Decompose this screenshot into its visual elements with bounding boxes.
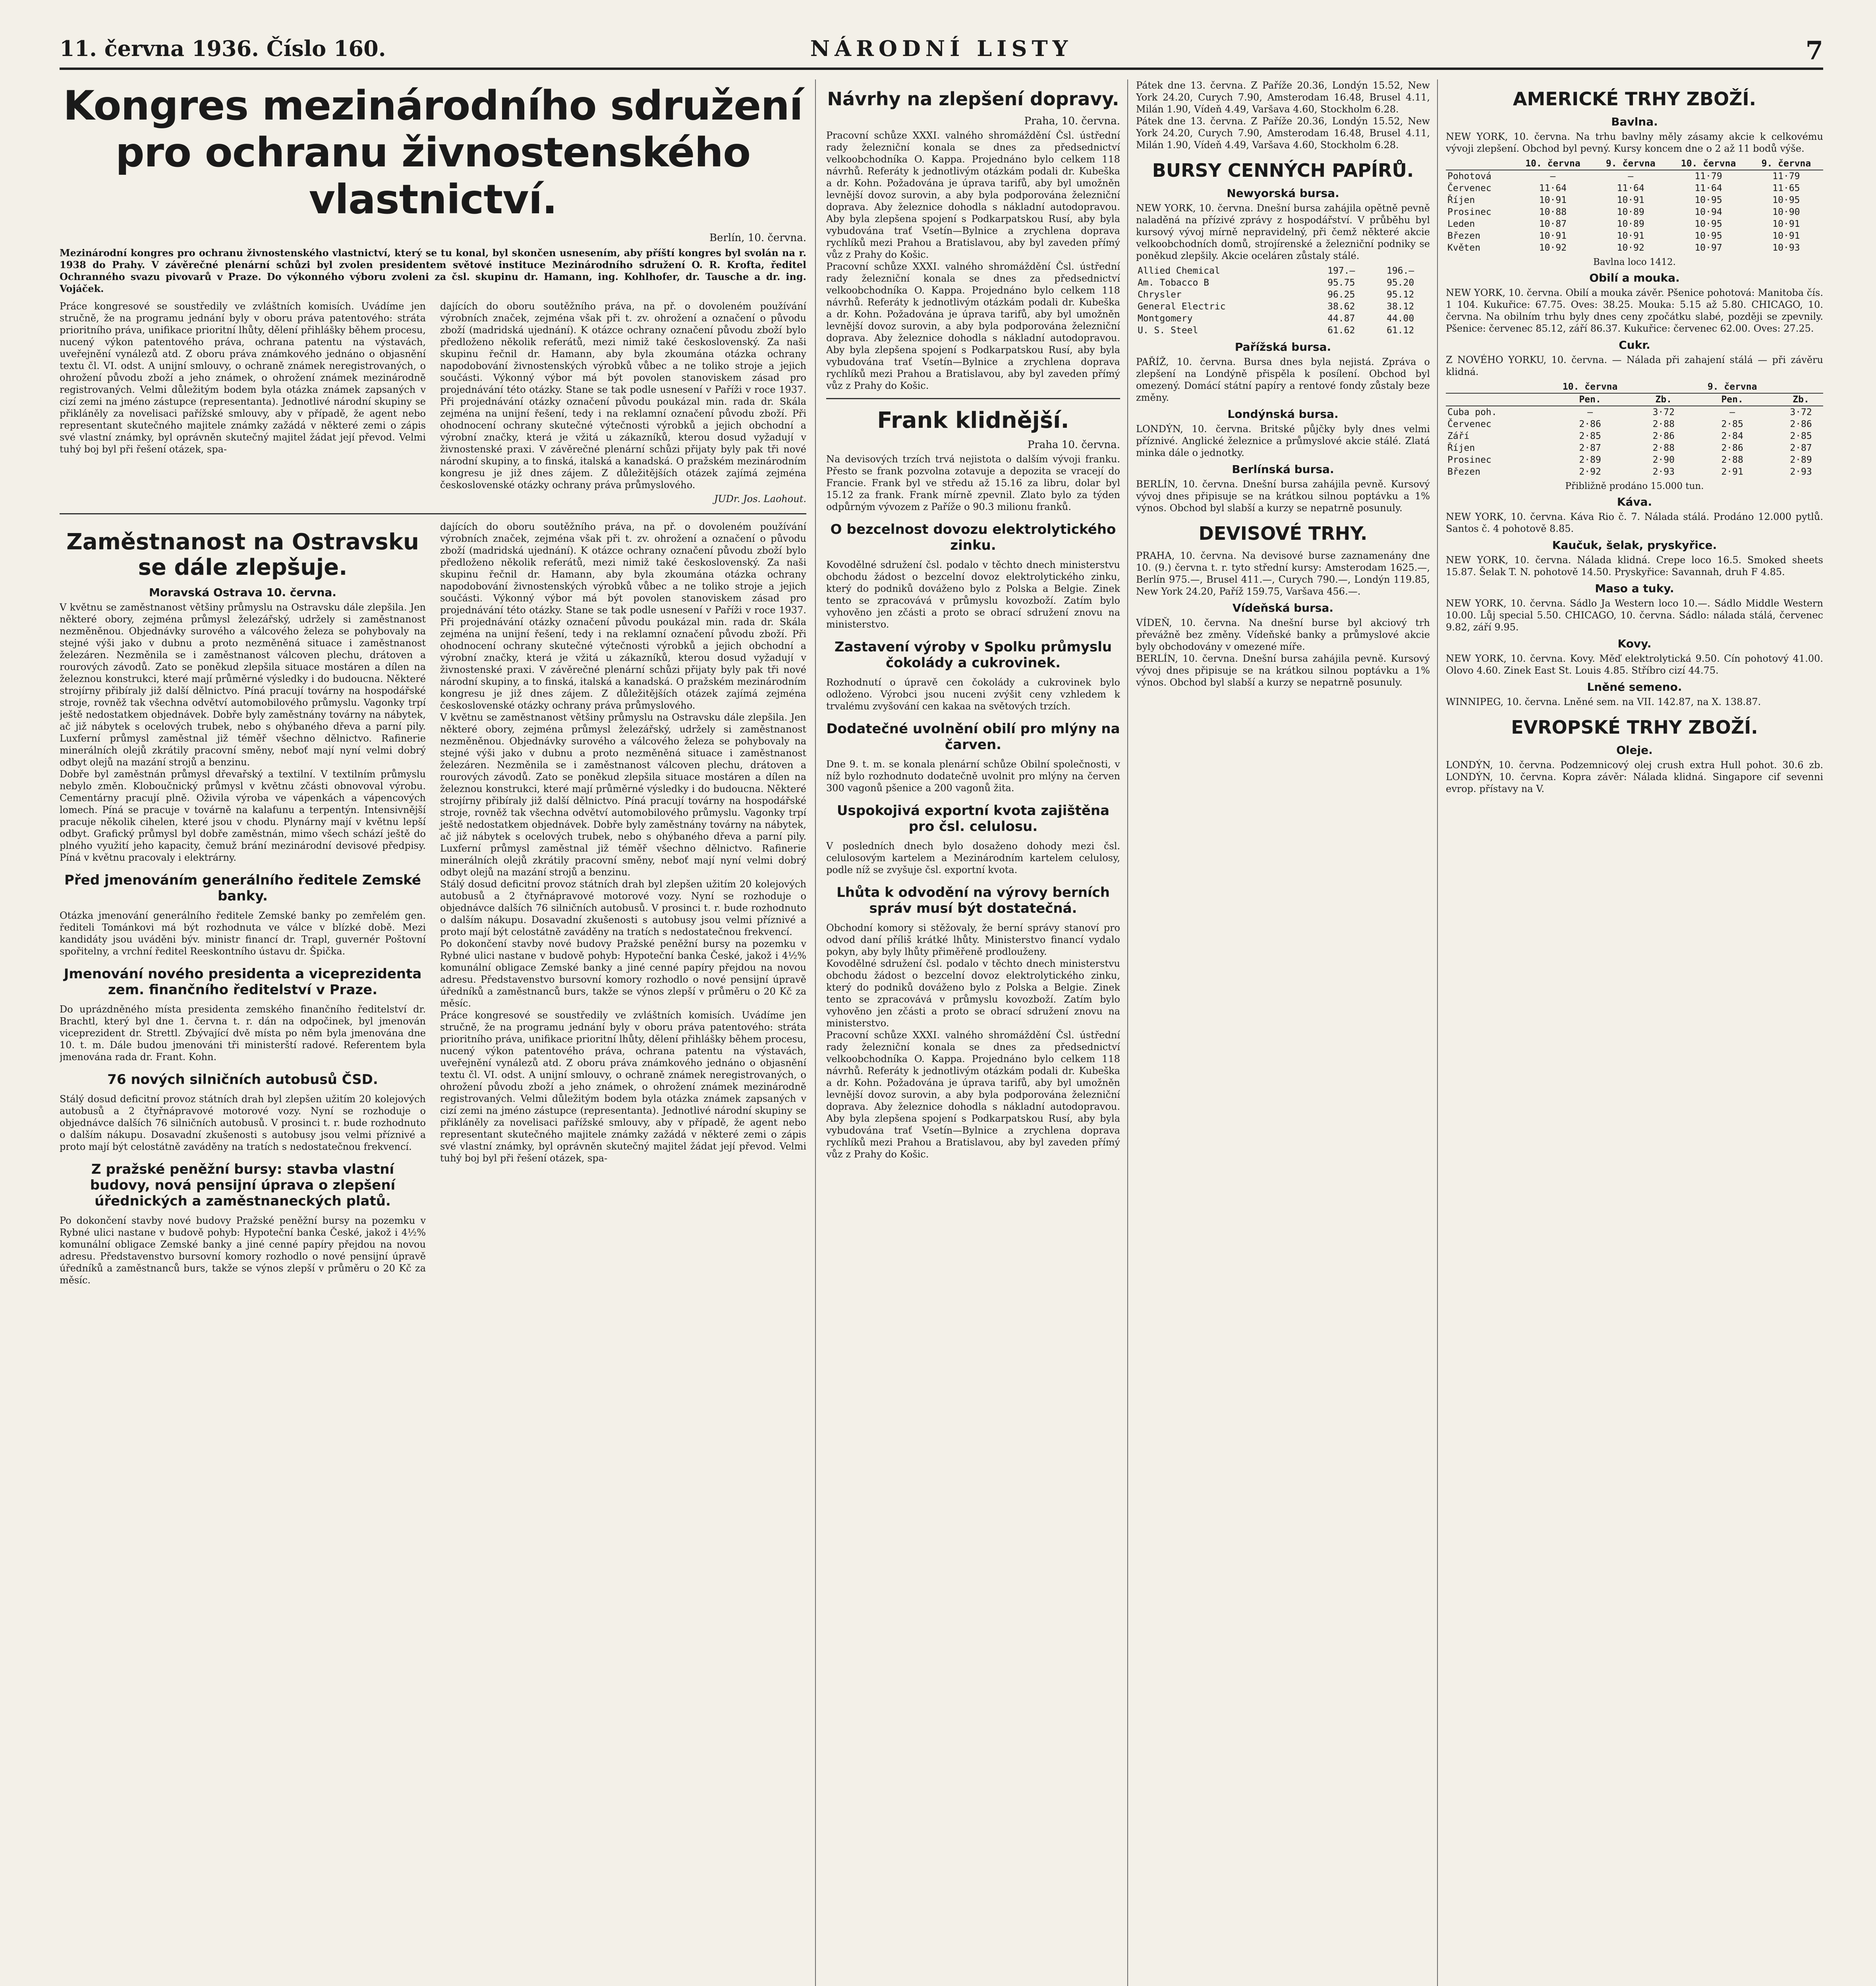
stock-row [1136, 277, 1430, 289]
article-text: Rozhodnutí o úpravě cen čokolády a cukrovinek bylo odloženo. Výrobci jsou nuceni zvýšit ceny vzhledem k trvalému zvyšování cen kakaa na světových trzích. [826, 677, 1120, 712]
table-cell: 38.12 [1386, 301, 1414, 312]
article-text: NEW YORK, 10. června. Na trhu bavlny měly zásamy akcie k celkovému vývoji zlepšení. Obchod byl pevný. Kursy koncem dne o 2 až 11 bodů výše. [1446, 131, 1823, 154]
table-header-cell: Zb. [1779, 393, 1823, 406]
table-header-cell: 10. června [1667, 158, 1749, 170]
table-cell: U. S. Steel [1138, 325, 1198, 336]
stock-table [1136, 265, 1430, 336]
table-cell: 10·93 [1772, 243, 1800, 253]
article-text: WINNIPEG, 10. června. Lněné sem. na VII. 142.87, na X. 138.87. [1446, 696, 1761, 707]
lead-headline: Kongres mezinárodního sdružení pro ochranu živnostenského vlastnictví. [63, 82, 803, 223]
column-rule [815, 79, 816, 1986]
table-cell: 44.87 [1327, 313, 1355, 324]
sugar-row [1446, 466, 1823, 478]
table-cell: 95.20 [1386, 278, 1414, 288]
table-cell: 10·90 [1772, 207, 1800, 217]
table-cell: 2·86 [1790, 419, 1812, 429]
column-rule [1127, 79, 1128, 1986]
table-header-cell: 9. června [1749, 158, 1823, 170]
sugar-row [1446, 418, 1823, 430]
article-text: Pracovní schůze XXXI. valného shromáždění Čsl. ústřední rady železniční konala se dnes za předsednictví velkoobchodníka O. Kappa. Projednáno bylo celkem 118 návrhů. Referáty k jednotlivým otázkám podali dr. Kubeška a dr. Kohn. Požadována je úprava tarifů, aby byl umožněn levnější dovoz surovin, a aby byla podporována železniční doprava. Aby železnice dohodla s nákladní autodopravou. Aby byla zlepšena spojení s Podkarpatskou Rusí, aby byla vybudována trať Vsetín—Bylnice a zrychlena doprava rychlíků mezi Prahou a Bratislavou, aby byl zaveden přímý vůz z Prahy do Košic. [826, 1030, 1120, 1160]
article-text: NEW YORK, 10. června. Nálada klidná. Crepe loco 16.5. Smoked sheets 15.87. Šelak T. N. pohotově 14.50. Pryskyřice: Savannah, druh F 4.85. [1446, 554, 1823, 578]
page-number: 7 [1805, 36, 1823, 66]
article-text: Dne 9. t. m. se konala plenární schůze Obilní společnosti, v níž bylo rozhodnuto dodatečně uvolnit pro mlýny na červen 300 vagonů pšenice a 200 vagonů žita. [826, 759, 1120, 794]
headline: Z pražské peněžní bursy: stavba vlastní budovy, nová pensijní úprava o zlepšení úřednických a zaměstnaneckých platů. [90, 1161, 396, 1209]
table-cell: 2·87 [1579, 443, 1601, 453]
table-cell: Pohotová [1447, 171, 1492, 182]
article-text: PRAHA, 10. června. Na devisové burse zaznamenány dne 10. (9.) června t. r. tyto střední kursy: Amsterodam 1625.—, Berlín 975.—, Brusel 411.—, Curych 790.—, Londýn 119.85, New York 24.20, Paříž 159.75, Varšava 456.—. [1136, 550, 1430, 597]
article-text: Práce kongresové se soustředily ve zvláštních komisích. Uvádíme jen stručně, že na programu jednání byly v oboru práva patentového: stráta prioritního práva, unifikace prioritní lhůty, dělení přihlášky během procesu, nucený výkon patentového práva, ochrana patentu na výstavách, uveřejnění vynálezů atd. Z oboru práva známkového jednáno o objasnění textu čl. VI. odst. A unijní smlouvy, o ochraně známek neregistrovaných, o ohrožení původu zboží a jeho známek, o ohrožení známek mezinárodně registrovaných. Velmi důležitým bodem byla otázka známek zapsaných v cizí zemi na jméno zástupce (representanta). Jednotlivé národní skupiny se přikláněly za novelisaci pařížské smlouvy, aby v případě, že agent nebo representant skutečného majitele známky zažádá v některé zemi o zápis své vlastní známky, byl oprávněn skutečný majitel žádat její převod. Velmi tuhý boj byl při řešení otázek, spa- [440, 1010, 806, 1164]
stock-row [1136, 265, 1430, 277]
table-cell: Červenec [1447, 183, 1492, 193]
table-cell: 2·88 [1652, 419, 1675, 429]
article-text: NEW YORK, 10. června. Sádlo Ja Western loco 10.—. Sádlo Middle Western 10.00. Lůj special 5.50. CHICAGO, 10. června. Sádlo: nálada stálá, červenec 9.82, září 9.95. [1446, 598, 1823, 633]
column-1 [60, 79, 806, 1986]
table-cell: 10·95 [1694, 231, 1722, 241]
masthead-title: NÁRODNÍ LISTY [810, 36, 1073, 61]
subheadline: Obilí a mouka. [1589, 271, 1680, 284]
cotton-table [1446, 158, 1823, 254]
table-cell: 2·86 [1579, 419, 1601, 429]
table-cell: 10·95 [1694, 219, 1722, 229]
author-signature: JUDr. Jos. Laohout. [714, 493, 806, 504]
table-cell: — [1628, 171, 1634, 182]
table-cell: 95.75 [1327, 278, 1355, 288]
table-cell: 2·89 [1579, 455, 1601, 465]
stock-row [1136, 301, 1430, 313]
table-cell: Říjen [1447, 443, 1475, 453]
table-note: Bavlna loco 1412. [1593, 257, 1676, 267]
headline: 76 nových silničních autobusů ČSD. [107, 1072, 378, 1088]
table-cell: Prosinec [1447, 207, 1492, 217]
table-cell: Leden [1447, 219, 1475, 229]
table-cell: Cuba poh. [1447, 407, 1497, 417]
table-cell: Březen [1447, 231, 1481, 241]
table-cell: — [1587, 407, 1593, 417]
article-text: Obchodní komory si stěžovaly, že berní správy stanoví pro odvod daní příliš krátké lhůty. Ministerstvo financí vydalo pokyn, aby byly lhůty přiměřeně prodlouženy. [826, 922, 1120, 957]
table-cell: 2·87 [1790, 443, 1812, 453]
subheadline: Newyorská bursa. [1227, 187, 1339, 200]
article-text: LONDÝN, 10. června. Podzemnicový olej crush extra Hull pohot. 30.6 zb. LONDÝN, 10. června. Kopra závěr: Nálada klidná. Singapore cif sevenni evrop. přístavy na V. [1446, 759, 1823, 794]
article-text: dajících do oboru soutěžního práva, na př. o dovoleném používání výrobních značek, zejména však při t. zv. ohrožení a označení o původu zboží (madridská ujednání). K otázce ochrany označení původu zboží bylo předloženo několik referátů, mezi nimiž také československý. Za naši skupinu řečnil dr. Hamann, aby byla zkoumána otázka ochrany napodobování živnostenských výrobků vůbec a ne toliko stroje a jejich součásti. Výkonný výbor má být povolen stanoviskem zásad pro projednávání této otázky. Stane se tak podle usnesení v Paříži v roce 1937. Při projednávání otázky označení původu poukázal min. rada dr. Skála zejména na unijní řešení, tedy i na reklamní označení původu zboží. Při ohodnocení ochrany skutečné výtečnosti výrobků a jejich obchodní a výrobní značky, která je vžitá u zákazníků, kterou dosud vyžadují v živnostenské praxi. V závěrečné plenární schůzi přijaty byly pak tři nové národní skupiny, a to finská, italská a kanadská. O pražském mezinárodním kongresu je již dnes zájem. Z důležitějších otázek zajímá zejména československé otázky ochrany práva průmyslového. [440, 521, 806, 711]
subheadline: Kovy. [1617, 637, 1652, 650]
cotton-row [1446, 230, 1823, 242]
table-cell: 10·88 [1539, 207, 1567, 217]
column-2 [826, 79, 1120, 1986]
table-cell: 11·65 [1772, 183, 1800, 193]
table-cell: Březen [1447, 467, 1481, 477]
article-text: LONDÝN, 10. června. Britské půjčky byly dnes velmi příznivé. Anglické železnice a průmyslové akcie stálé. Zlatá minka dále o jednotky. [1136, 423, 1430, 458]
table-cell: 10·89 [1617, 219, 1644, 229]
lower-columns [60, 521, 806, 1286]
table-cell: Prosinec [1447, 455, 1492, 465]
table-cell: 2·93 [1790, 467, 1812, 477]
table-header-cell: Pen. [1686, 393, 1779, 406]
table-cell: 2·85 [1721, 419, 1743, 429]
headline: O bezcelnost dovozu elektrolytického zinku. [830, 522, 1116, 553]
table-cell: 2·88 [1721, 455, 1743, 465]
table-cell: 197.— [1327, 266, 1355, 276]
subheadline: Oleje. [1616, 744, 1653, 757]
stock-row [1136, 313, 1430, 325]
table-cell: 10·92 [1539, 243, 1567, 253]
cotton-row [1446, 206, 1823, 218]
subheadline: Londýnská bursa. [1227, 408, 1339, 421]
headline: Zastavení výroby v Spolku průmyslu čokolády a cukrovinek. [834, 639, 1112, 671]
table-cell: 11·64 [1539, 183, 1567, 193]
cotton-row [1446, 182, 1823, 194]
article-text: NEW YORK, 10. června. Dnešní bursa zahájila opětně pevně naladěná na přízivé zprávy z hospodářství. V průběhu byl kursový vývoj mírně nepravidelný, při čemž některé akcie velkoobchodních domů, strojírenské a železniční podniky se poněkud zlepšily. Akcie oceláren zůstaly stálé. [1136, 203, 1430, 261]
subheadline: Berlínská bursa. [1232, 463, 1334, 476]
table-cell: 11·79 [1694, 171, 1722, 182]
table-cell: 38.62 [1327, 301, 1355, 312]
table-header-cell [1641, 381, 1686, 393]
table-cell: 61.62 [1327, 325, 1355, 336]
table-cell: 2·90 [1652, 455, 1675, 465]
table-cell: Říjen [1447, 195, 1475, 205]
article-text: Stálý dosud deficitní provoz státních drah byl zlepšen užitím 20 kolejových autobusů a 2 čtyřnápravové motorové vozy. Nyní se rozhoduje o objednávce dalších 76 silničních autobusů. V prosinci t. r. bude rozhodnuto o dalším nákupu. Dosavadní zkušenosti s autobusy jsou velmi příznivé a proto mají být celostátně zaváděny na tratích s nedostatečnou frekvencí. [60, 1093, 426, 1152]
headline: Dodatečné uvolnění obilí pro mlýny na čarven. [826, 721, 1120, 753]
section-headline: BURSY CENNÝCH PAPÍRŮ. [1152, 160, 1414, 181]
headline: Před jmenováním generálního ředitele Zemské banky. [64, 872, 421, 904]
article-text: Pátek dne 13. června. Z Paříže 20.36, Londýn 15.52, New York 24.20, Curych 7.90, Amsterodam 16.48, Brusel 4.11, Milán 1.90, Vídeň 4.49, Varšava 4.60, Stockholm 6.28. [1136, 116, 1430, 151]
article-text: NEW YORK, 10. června. Káva Rio č. 7. Nálada stálá. Prodáno 12.000 pytlů. Santos č. 4 pohotově 8.85. [1446, 511, 1823, 534]
table-cell: 61.12 [1386, 325, 1414, 336]
table-cell: 10·95 [1694, 195, 1722, 205]
table-cell: 2·86 [1652, 431, 1675, 441]
subheadline: Bavlna. [1611, 115, 1658, 128]
article-text: Práce kongresové se soustředily ve zvláštních komisích. Uvádíme jen stručně, že na programu jednání byly v oboru práva patentového: stráta prioritního práva, unifikace prioritní lhůty, dělení přihlášky během procesu, nucený výkon patentového práva, ochrana patentu na výstavách, uveřejnění vynálezů atd. Z oboru práva známkového jednáno o objasnění textu čl. VI. odst. A unijní smlouvy, o ochraně známek neregistrovaných, o ohrožení původu zboží a jeho známek, o ohrožení známek mezinárodně registrovaných. Velmi důležitým bodem byla otázka známek zapsaných v cizí zemi na jméno zástupce (representanta). Jednotlivé národní skupiny se přikláněly za novelisaci pařížské smlouvy, aby v případě, že agent nebo representant skutečného majitele známky zažádá v některé zemi o zápis své vlastní známky, byl oprávněn skutečný majitel žádat její převod. Velmi tuhý boj byl při řešení otázek, spa- [60, 301, 426, 455]
masthead-date: 11. června 1936. Číslo 160. [60, 36, 386, 61]
article-text: Z NOVÉHO YORKU, 10. června. — Nálada při zahajení stálá — při závěru klidná. [1446, 354, 1823, 377]
sugar-row [1446, 430, 1823, 442]
table-cell: General Electric [1138, 301, 1226, 312]
table-cell: Allied Chemical [1138, 266, 1220, 276]
table-cell: 10·91 [1617, 231, 1644, 241]
headline: Návrhy na zlepšení dopravy. [827, 88, 1119, 110]
article-text: Do uprázdněného místa presidenta zemského finančního ředitelství dr. Brachtl, který byl dne 1. června t. r. dán na odpočinek, byl jmenován viceprezident dr. Strettl. Zbývající dvě místa po něm byla jmenována dne 10. t. m. Dále budou jmenováni tři ministerští radové. Referentem byla jmenována rada dr. Frant. Kohn. [60, 1004, 426, 1063]
divider [826, 398, 1120, 399]
article-text: Pracovní schůze XXXI. valného shromáždění Čsl. ústřední rady železniční konala se dnes za předsednictví velkoobchodníka O. Kappa. Projednáno bylo celkem 118 návrhů. Referáty k jednotlivým otázkám podali dr. Kubeška a dr. Kohn. Požadována je úprava tarifů, aby byl umožněn levnější dovoz surovin, a aby byla podporována železniční doprava. Aby železnice dohodla s nákladní autodopravou. Aby byla zlepšena spojení s Podkarpatskou Rusí, aby byla vybudována trať Vsetín—Bylnice a zrychlena doprava rychlíků mezi Prahou a Bratislavou, aby byl zaveden přímý vůz z Prahy do Košic. [826, 261, 1120, 391]
cotton-row [1446, 170, 1823, 182]
subheadline: Káva. [1617, 495, 1652, 508]
dateline: Praha 10. června. [1027, 439, 1120, 451]
table-cell: 2·92 [1579, 467, 1601, 477]
article-text: Kovodělné sdružení čsl. podalo v těchto dnech ministerstvu obchodu žádost o bezcelní dovoz elektrolytického zinku, který do podniků dováženo bylo z Polska a Belgie. Zinek tento se zpracovává v průmyslu kovozboží. Zatím bylo vyhověno jen zčásti a proto se obrací sdružení znovu na ministerstvo. [826, 958, 1120, 1029]
article-text: Kovodělné sdružení čsl. podalo v těchto dnech ministerstvu obchodu žádost o bezcelní dovoz elektrolytického zinku, který do podniků dováženo bylo z Polska a Belgie. Zinek tento se zpracovává v průmyslu kovozboží. Zatím bylo vyhověno jen zčásti a proto se obrací sdružení znovu na ministerstvo. [826, 559, 1120, 630]
article-text: V posledních dnech bylo dosaženo dohody mezi čsl. celulosovým kartelem a Mezinárodním kartelem celulosy, podle níž se zvyšuje čsl. exportní kvota. [826, 840, 1120, 875]
table-cell: 2·93 [1652, 467, 1675, 477]
table-cell: 10·92 [1617, 243, 1644, 253]
headline: Frank klidnější. [877, 408, 1069, 433]
table-cell: 10·91 [1617, 195, 1644, 205]
table-cell: 196.— [1386, 266, 1414, 276]
article-text: Po dokončení stavby nové budovy Pražské peněžní bursy na pozemku v Rybné ulici nastane v budově pohyb: Hypoteční banka České, jakož i 4½% komunální obligace Zemské banky a jiné cenné papíry přejdou na novou adresu. Představenstvo bursovní komory rozhodlo o nové pensijní úpravě úředníků a zaměstnanců burs, takže se výnos zlepší v průměru o 20 Kč za měsíc. [440, 938, 806, 1009]
cotton-row [1446, 218, 1823, 230]
table-cell: 44.00 [1386, 313, 1414, 324]
headline: Uspokojivá exportní kvota zajištěna pro čsl. celulosu. [837, 803, 1110, 835]
table-cell: Am. Tobacco B [1138, 278, 1209, 288]
table-cell: 10·91 [1772, 231, 1800, 241]
table-header-cell: 9. června [1686, 381, 1779, 393]
table-cell: 2·85 [1790, 431, 1812, 441]
table-header-cell: 9. června [1594, 158, 1667, 170]
table-cell: 10·95 [1772, 195, 1800, 205]
table-cell: 11·64 [1617, 183, 1644, 193]
article-text: VÍDEŇ, 10. června. Na dnešní burse byl akciový trh převážně bez změny. Vídeňské banky a průmyslové akcie byly obchodovány v omezené míře. [1136, 617, 1430, 652]
headline: Lhůta k odvodění na výrovy berních správ musí být dostatečná. [837, 885, 1110, 916]
subheadline: Lněné semeno. [1587, 680, 1682, 694]
stock-row [1136, 289, 1430, 301]
sugar-table [1446, 381, 1823, 478]
dateline: Praha, 10. června. [1024, 115, 1120, 127]
table-header-cell: 10. června [1539, 381, 1641, 393]
headline: Jmenování nového presidenta a viceprezidenta zem. finančního ředitelství v Praze. [64, 966, 422, 998]
subheadline: Pařížská bursa. [1235, 340, 1331, 354]
table-header-cell: 10. června [1512, 158, 1594, 170]
table-cell: — [1550, 171, 1556, 182]
table-cell: 10·91 [1539, 231, 1567, 241]
table-cell: 95.12 [1386, 290, 1414, 300]
article-text: V květnu se zaměstnanost většiny průmyslu na Ostravsku dále zlepšila. Jen některé obory, zejména průmysl železářský, udržely si zaměstnanost nezměněnou. Objednávky surového a válcového železa se pohybovaly na stejné výši jako v dubnu a proto nezměněná situace i zaměstnanost železáren. Nezměnila se i zaměstnanost válcoven plechu, drátoven a rourových závodů. Zato se poněkud zlepšila situace mostáren a dílen na železnou konstrukci, které mají průměrné výsledky i do budoucna. Některé strojírny přibíraly již další dělnictvo. Píná pracují továrny na hospodářské stroje, rovněž tak všechna odvětví automobilového průmyslu. Vagonky trpí ještě nedostatkem objednávek. Dobře byly zaměstnány továrny na nábytek, ač již nábytek s ocelových trubek, nebo s ohýbaného dřeva a parní pily. Luxferní průmysl zaměstnal již téměř všechno dělnictvo. Rafinerie minerálních olejů zkrátily pracovní směny, neboť mají nyní velmi dobrý odbyt olejů na mazání strojů a benzinu. [440, 712, 806, 878]
table-cell: 10·89 [1617, 207, 1644, 217]
headline: Zaměstnanost na Ostravsku se dále zlepšuje. [66, 529, 419, 580]
subheadline: Kaučuk, šelak, pryskyřice. [1552, 539, 1717, 552]
article-text: Po dokončení stavby nové budovy Pražské peněžní bursy na pozemku v Rybné ulici nastane v budově pohyb: Hypoteční banka České, jakož i 4½% komunální obligace Zemské banky a jiné cenné papíry přejdou na novou adresu. Představenstvo bursovní komory rozhodlo o nové pensijní úpravě úředníků a zaměstnanců burs, takže se výnos zlepší v průměru o 20 Kč za měsíc. [60, 1215, 426, 1286]
table-note: Přibližně prodáno 15.000 tun. [1565, 481, 1704, 491]
table-cell: 10·87 [1539, 219, 1567, 229]
masthead [60, 28, 1823, 70]
table-header-cell: Zb. [1641, 393, 1686, 406]
table-header-cell [1446, 381, 1539, 393]
table-cell: Chrysler [1138, 290, 1182, 300]
column-4 [1446, 79, 1823, 1986]
table-cell: Květen [1447, 243, 1481, 253]
table-cell: 2·89 [1790, 455, 1812, 465]
stock-row [1136, 325, 1430, 336]
article-text: BERLÍN, 10. června. Dnešní bursa zahájila pevně. Kursový vývoj dnes připisuje se na krátkou silnou poptávku a 1% výnos. Obchod byl slabší a kurzy se nepatrně posunuly. [1136, 479, 1430, 514]
article-text: Na devisových trzích trvá nejistota o dalším vývoji franku. Přesto se frank pozvolna zotavuje a depozita se vracejí do Francie. Frank byl ve středu až 15.16 za libru, dolar byl 15.12 za frank. Frank mírně zpevnil. Zlato bylo za týden odpůrným vývozem z Paříže o 90.3 milionu franků. [826, 454, 1120, 512]
article-text: Pátek dne 13. června. Z Paříže 20.36, Londýn 15.52, New York 24.20, Curych 7.90, Amsterodam 16.48, Brusel 4.11, Milán 1.90, Vídeň 4.49, Varšava 4.60, Stockholm 6.28. [1136, 80, 1430, 115]
article-text: NEW YORK, 10. června. Obilí a mouka závěr. Pšenice pohotová: Manitoba čís. 1 104. Kukuřice: 67.75. Oves: 38.25. Mouka: 5.15 až 5.80. CHICAGO, 10. června. Na obilním trhu byly dnes ceny zpočátku slabé, později se zpevnily. Pšenice: červenec 85.12, září 86.37. Kukuřice: červenec 62.00. Oves: 27.25. [1446, 287, 1823, 334]
table-header-cell [1779, 381, 1823, 393]
table-cell: 3·72 [1652, 407, 1675, 417]
table-cell: 11·64 [1694, 183, 1722, 193]
article-text: dajících do oboru soutěžního práva, na př. o dovoleném používání výrobních značek, zejména však při t. zv. ohrožení a označení o původu zboží (madridská ujednání). K otázce ochrany označení původu zboží bylo předloženo několik referátů, mezi nimiž také československý. Za naši skupinu řečnil dr. Hamann, aby byla zkoumána otázka ochrany napodobování živnostenských výrobků vůbec a ne toliko stroje a jejich součásti. Výkonný výbor má být povolen stanoviskem zásad pro projednávání této otázky. Stane se tak podle usnesení v Paříži v roce 1937. Při projednávání otázky označení původu poukázal min. rada dr. Skála zejména na unijní řešení, tedy i na reklamní označení původu zboží. Při ohodnocení ochrany skutečné výtečnosti výrobků a jejich obchodní a výrobní značky, která je vžitá u zákazníků, kterou dosud vyžadují v živnostenské praxi. V závěrečné plenární schůzi přijaty byly pak tři nové národní skupiny, a to finská, italská a kanadská. O pražském mezinárodním kongresu je již dnes zájem. Z důležitějších otázek zajímá zejména československé otázky ochrany práva průmyslového. [440, 301, 806, 491]
table-cell: 2·86 [1721, 443, 1743, 453]
cotton-row [1446, 194, 1823, 206]
article-text: Dobře byl zaměstnán průmysl dřevařský a textilní. V textilním průmyslu nebylo změn. Kloboučnický průmysl v květnu zčásti obnovoval výrobu. Cementárny pracují plně. Oživila výroba ve vápenkách a vápencových lomech. Píná se pracuje v továrně na kalafunu a terpentýn. Intensivnější pracuje několik cihelen, které jsou v chodu. Plynárny mají v květnu lepší odbyt. Grafický průmysl byl dobře zaměstnán, mimo všech schází ještě do plného využití jeho kapacity, čemuž brání mezinárodní devisové předpisy. Píná v květnu pracovaly i elektrárny. [60, 769, 426, 863]
table-header-cell: Pen. [1539, 393, 1641, 406]
table-cell: 10·97 [1694, 243, 1722, 253]
subheadline: Maso a tuky. [1595, 582, 1674, 595]
lead-paragraph: Mezinárodní kongres pro ochranu živnostenského vlastnictví, který se tu konal, byl skončen usnesením, aby příští kongres byl svolán na r. 1938 do Prahy. V závěrečné plenární schůzi byl zvolen presidentem světové instituce Mezinárodního sdružení O. R. Krofta, ředitel Ochranného svazu pivovarů v Praze. Do výkonného výboru zvoleni za čsl. skupinu dr. Hamann, ing. Kohlhofer, dr. Tausche a dr. ing. Vojáček. [60, 247, 806, 294]
table-cell: — [1729, 407, 1735, 417]
table-cell: 2·88 [1652, 443, 1675, 453]
article-text: PAŘÍŽ, 10. června. Bursa dnes byla nejistá. Zpráva o zlepšení na Londýně přispěla k posílení. Obchod byl omezený. Domácí státní papíry a rentové fondy zůstaly beze změny. [1136, 356, 1430, 403]
section-headline: DEVISOVÉ TRHY. [1198, 523, 1368, 544]
section-headline: AMERICKÉ TRHY ZBOŽÍ. [1513, 88, 1756, 110]
table-cell: 2·85 [1579, 431, 1601, 441]
article-text: Stálý dosud deficitní provoz státních drah byl zlepšen užitím 20 kolejových autobusů a 2 čtyřnápravové motorové vozy. Nyní se rozhoduje o objednávce dalších 76 silničních autobusů. V prosinci t. r. bude rozhodnuto o dalším nákupu. Dosavadní zkušenosti s autobusy jsou velmi příznivé a proto mají být celostátně zaváděny na tratích s nedostatečnou frekvencí. [440, 879, 806, 937]
table-cell: 3·72 [1790, 407, 1812, 417]
table-cell: 2·91 [1721, 467, 1743, 477]
column-rule [1437, 79, 1438, 1986]
table-header-cell [1446, 158, 1512, 170]
dateline: Moravská Ostrava 10. června. [149, 586, 336, 599]
table-cell: 11·79 [1772, 171, 1800, 182]
table-header-cell [1446, 393, 1539, 406]
article-columns [60, 300, 806, 507]
sugar-row [1446, 454, 1823, 466]
column-3 [1136, 79, 1430, 1986]
subheadline: Vídeňská bursa. [1232, 601, 1334, 614]
article-text: Otázka jmenování generálního ředitele Zemské banky po zemřelém gen. řediteli Tománkovi má být rozhodnuta ve válce v blízké době. Mezi kandidáty jsou uváděni býv. ministr financí dr. Trapl, guvernér Poštovní spořitelny, a vrchní ředitel Reeskontního ústavu dr. Špička. [60, 910, 426, 957]
table-cell: 10·91 [1772, 219, 1800, 229]
subheadline: Cukr. [1619, 338, 1650, 352]
table-cell: Září [1447, 431, 1470, 441]
sugar-row [1446, 442, 1823, 454]
table-cell: 2·84 [1721, 431, 1743, 441]
table-cell: 10·91 [1539, 195, 1567, 205]
article-text: Pracovní schůze XXXI. valného shromáždění Čsl. ústřední rady železniční konala se dnes za předsednictví velkoobchodníka O. Kappa. Projednáno bylo celkem 118 návrhů. Referáty k jednotlivým otázkám podali dr. Kubeška a dr. Kohn. Požadována je úprava tarifů, aby byl umožněn levnější dovoz surovin, a aby byla podporována železniční doprava. Aby železnice dohodla s nákladní autodopravou. Aby byla zlepšena spojení s Podkarpatskou Rusí, aby byla vybudována trať Vsetín—Bylnice a zrychlena doprava rychlíků mezi Prahou a Bratislavou, aby byl zaveden přímý vůz z Prahy do Košic. [826, 130, 1120, 260]
dateline: Berlín, 10. června. [709, 232, 806, 244]
table-cell: 10·94 [1694, 207, 1722, 217]
table-cell: Montgomery [1138, 313, 1193, 324]
section-headline: EVROPSKÉ TRHY ZBOŽÍ. [1511, 717, 1758, 738]
cotton-row [1446, 242, 1823, 254]
article-text: V květnu se zaměstnanost většiny průmyslu na Ostravsku dále zlepšila. Jen některé obory, zejména průmysl železářský, udržely si zaměstnanost nezměněnou. Objednávky surového a válcového železa se pohybovaly na stejné výši jako v dubnu a proto nezměněná situace i zaměstnanost železáren. Nezměnila se i zaměstnanost válcoven plechu, drátoven a rourových závodů. Zato se poněkud zlepšila situace mostáren a dílen na železnou konstrukci, které mají průměrné výsledky i do budoucna. Některé strojírny přibíraly již další dělnictvo. Píná pracují továrny na hospodářské stroje, rovněž tak všechna odvětví automobilového průmyslu. Vagonky trpí ještě nedostatkem objednávek. Dobře byly zaměstnány továrny na nábytek, ač již nábytek s ocelových trubek, nebo s ohýbaného dřeva a parní pily. Luxferní průmysl zaměstnal již téměř všechno dělnictvo. Rafinerie minerálních olejů zkrátily pracovní směny, neboť mají nyní velmi dobrý odbyt olejů na mazání strojů a benzinu. [60, 602, 426, 768]
sugar-row [1446, 406, 1823, 418]
article-text: NEW YORK, 10. června. Kovy. Měď elektrolytická 9.50. Cín pohotový 41.00. Olovo 4.60. Zinek East St. Louis 4.85. Stříbro cizí 44.75. [1446, 653, 1823, 676]
table-cell: 96.25 [1327, 290, 1355, 300]
table-cell: Červenec [1447, 419, 1492, 429]
article-text: BERLÍN, 10. června. Dnešní bursa zahájila pevně. Kursový vývoj dnes připisuje se na krátkou silnou poptávku a 1% výnos. Obchod byl slabší a kurzy se nepatrně posunuly. [1136, 653, 1430, 688]
divider [60, 513, 806, 514]
